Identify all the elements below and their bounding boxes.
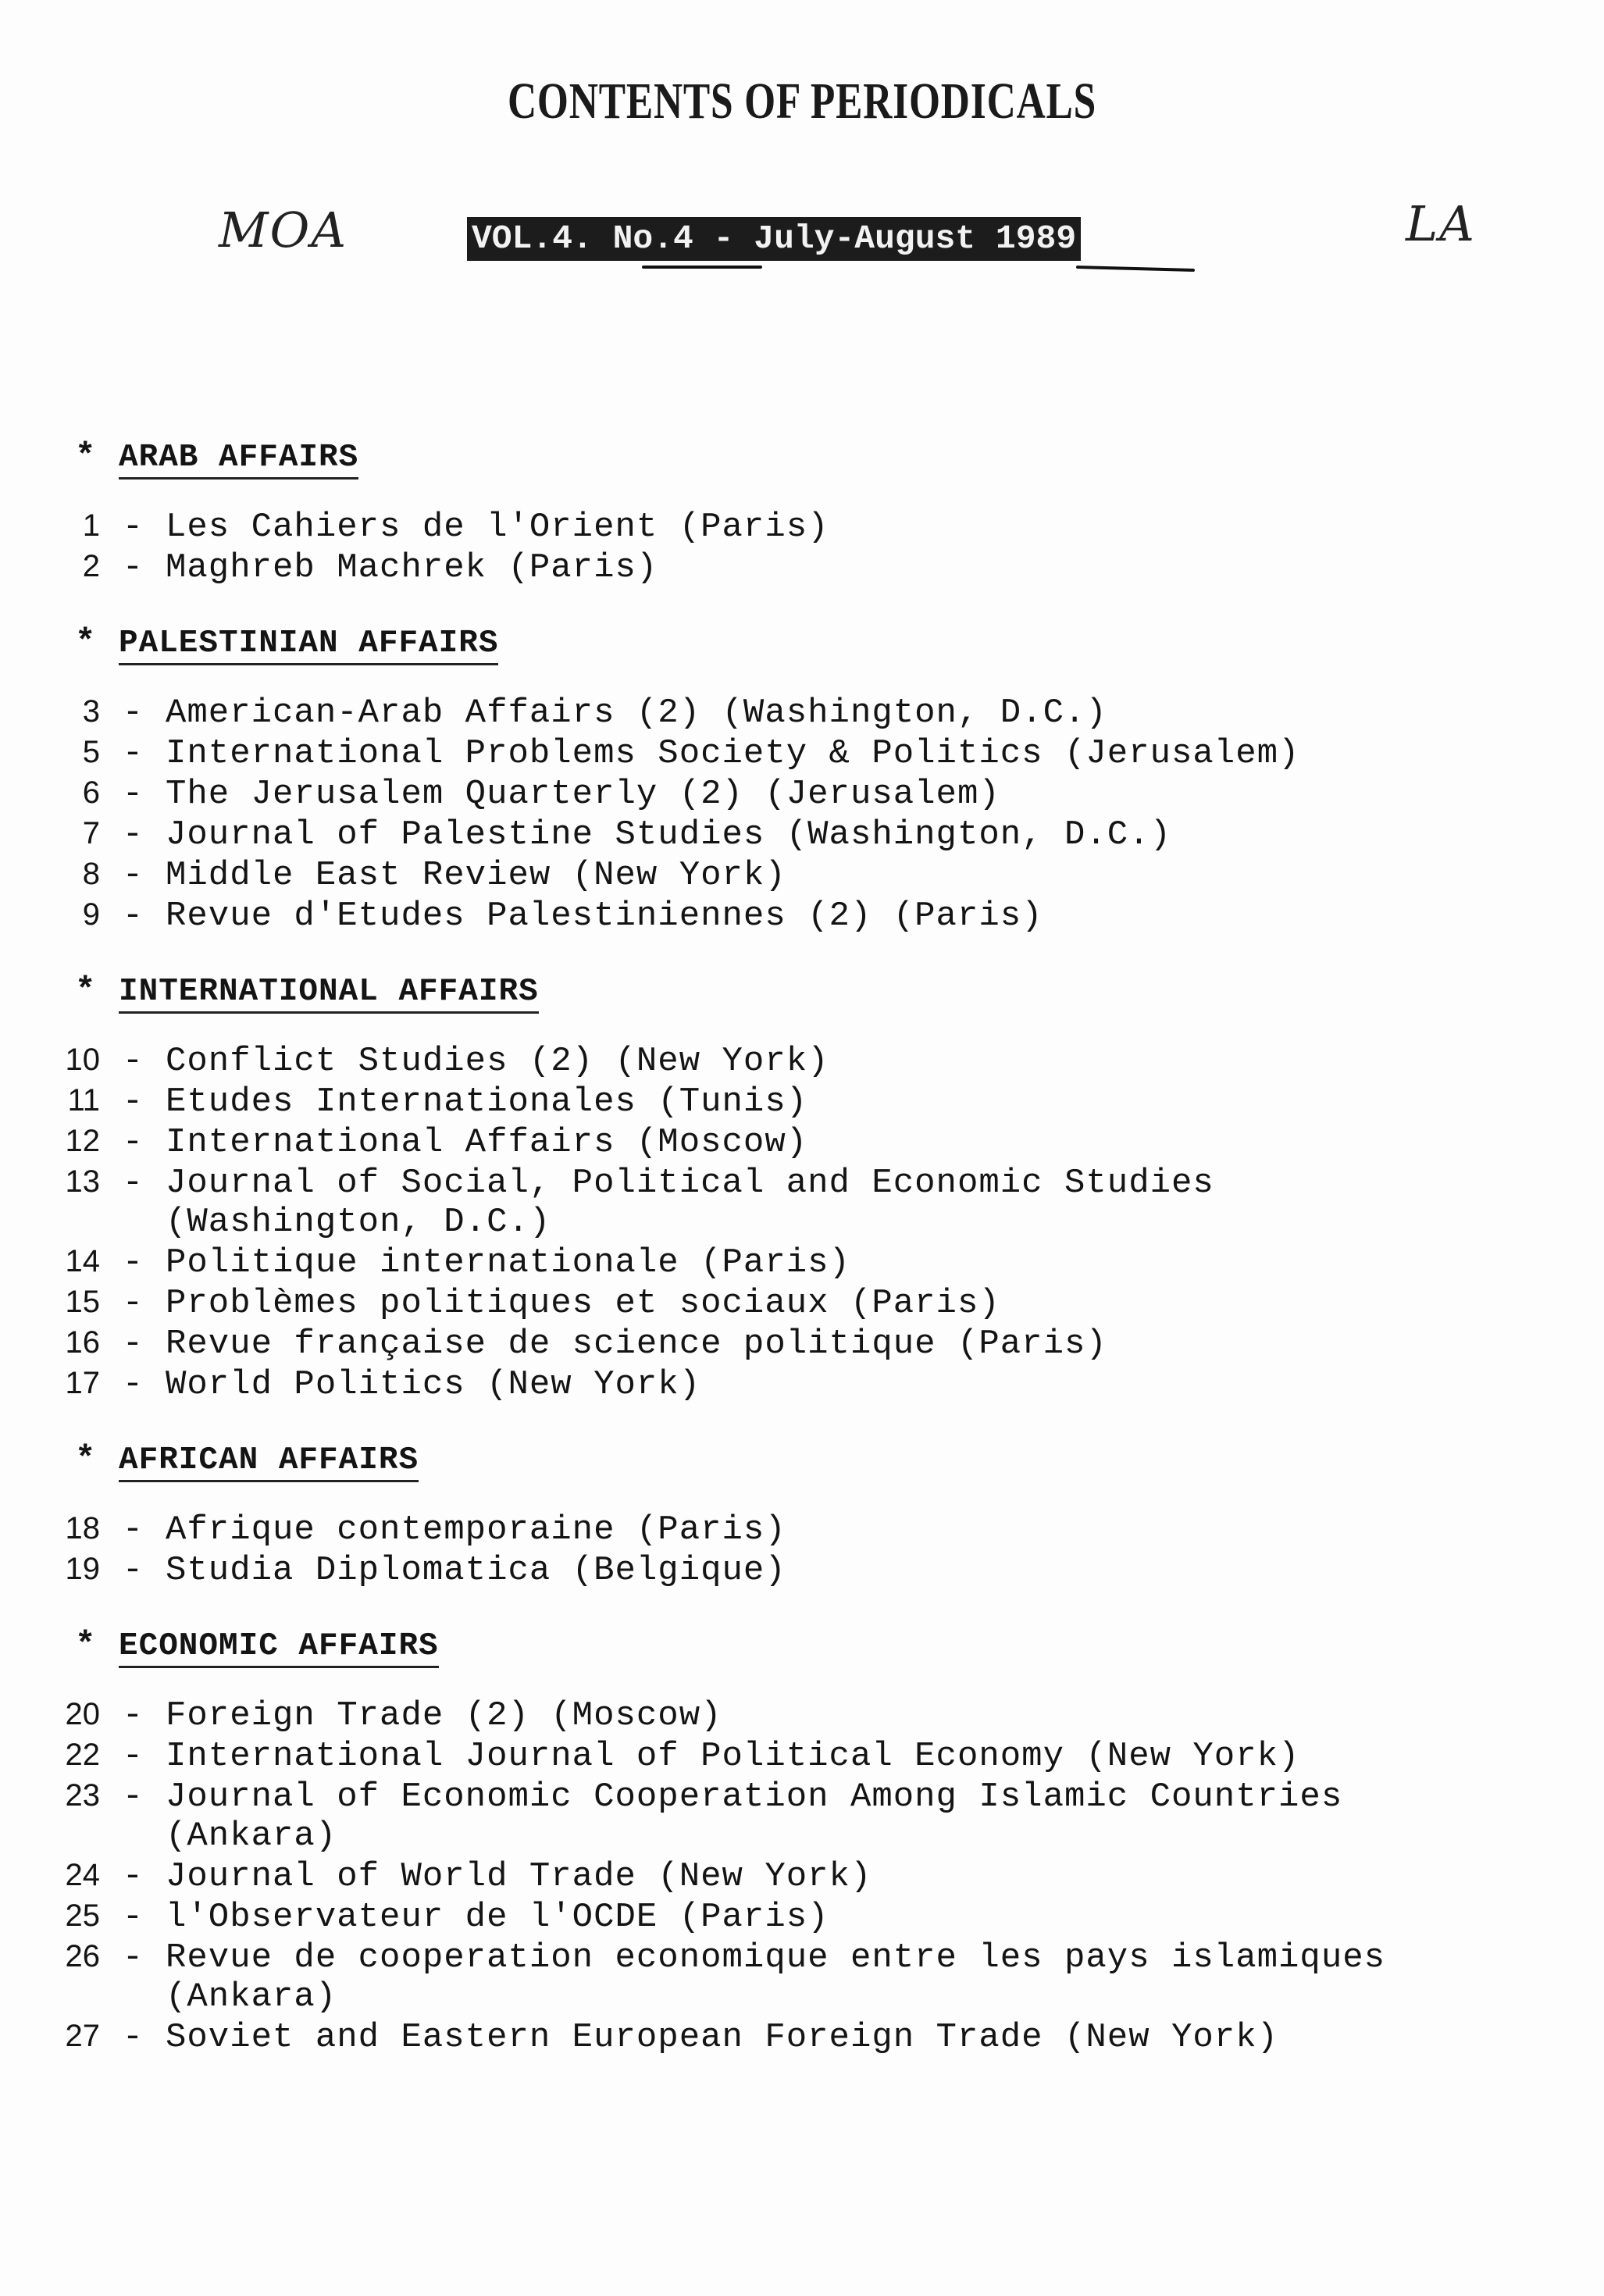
dash-separator: - [122,1365,144,1404]
section-heading: INTERNATIONAL AFFAIRS [119,974,539,1014]
item-number: 5 [82,735,100,769]
item-number: 11 [67,1083,100,1118]
list-item [55,1323,1570,1364]
pen-underline-number [642,266,762,269]
periodical-title: International Problems Society & Politics (Jerusalem) [166,734,1300,773]
item-number: 6 [82,775,100,810]
item-number: 23 [65,1778,100,1813]
item-number: 9 [82,897,100,932]
periodical-title: Politique internationale (Paris) [166,1243,850,1282]
periodical-title: Journal of Palestine Studies (Washington, D.C.) [166,815,1172,854]
item-number: 14 [65,1244,100,1278]
list-item [55,1549,1570,1590]
dash-separator: - [122,1938,144,1977]
dash-separator: - [122,856,144,895]
dash-separator: - [122,1042,144,1081]
dash-separator: - [122,1284,144,1323]
list-item [55,773,1570,814]
periodical-title: Problèmes politiques et sociaux (Paris) [166,1284,1000,1323]
list-item [55,1896,1570,1937]
item-number: 3 [82,694,100,729]
item-number: 25 [65,1898,100,1933]
list-item [55,1282,1570,1323]
list-item [55,1162,1570,1242]
item-number: 2 [82,549,100,583]
item-number: 18 [65,1511,100,1546]
list-item [55,1735,1570,1776]
list-item [55,506,1570,547]
periodical-title: Soviet and Eastern European Foreign Trade (New York) [166,2018,1279,2057]
section [55,1440,1570,1590]
dash-separator: - [122,1696,144,1735]
dash-separator: - [122,734,144,773]
section-spacer [55,1590,1570,1626]
list-item [55,1776,1570,1856]
list-item [55,1121,1570,1162]
item-number: 19 [65,1552,100,1586]
periodical-title: Etudes Internationales (Tunis) [166,1082,808,1121]
periodical-title: Revue de cooperation economique entre les pays islamiques (Ankara) [166,1938,1386,2016]
dash-separator: - [122,897,144,936]
handwritten-note-left: MOA [219,201,348,258]
dash-separator: - [122,815,144,854]
list-item [55,547,1570,587]
handwritten-note-right: LA [1406,195,1476,252]
item-number: 22 [65,1738,100,1772]
dash-separator: - [122,1123,144,1162]
section [55,437,1570,587]
list-item [55,1081,1570,1121]
dash-separator: - [122,1243,144,1282]
item-number: 7 [82,816,100,850]
dash-separator: - [122,1857,144,1896]
periodical-title: Journal of Social, Political and Economic Studies (Washington, D.C.) [166,1164,1214,1242]
dash-separator: - [122,1324,144,1364]
periodical-title: American-Arab Affairs (2) (Washington, D.C.) [166,693,1107,733]
section-header [55,972,1570,1015]
periodical-title: Middle East Review (New York) [166,856,786,895]
item-number: 1 [82,508,100,543]
section [55,1626,1570,2057]
item-number: 20 [65,1697,100,1731]
periodical-title: Afrique contemporaine (Paris) [166,1510,786,1549]
asterisk-bullet-icon: * [75,972,96,1011]
section-spacer [55,587,1570,623]
asterisk-bullet-icon: * [75,437,96,476]
section-header [55,1440,1570,1484]
dash-separator: - [122,2018,144,2057]
periodical-title: Conflict Studies (2) (New York) [166,1042,829,1081]
list-item [55,733,1570,773]
list-item [55,814,1570,854]
periodical-title: International Journal of Political Economy (New York) [166,1737,1300,1776]
periodical-title: Studia Diplomatica (Belgique) [166,1551,786,1590]
section-spacer [55,1404,1570,1440]
item-number: 8 [82,857,100,891]
item-number: 27 [65,2019,100,2053]
list-item [55,1040,1570,1081]
periodical-title: International Affairs (Moscow) [166,1123,808,1162]
item-number: 13 [65,1164,100,1199]
dash-separator: - [122,548,144,587]
section-heading: ARAB AFFAIRS [119,440,358,480]
dash-separator: - [122,508,144,547]
list-item [55,1695,1570,1735]
list-item [55,2016,1570,2057]
item-number: 15 [65,1285,100,1319]
periodical-title: The Jerusalem Quarterly (2) (Jerusalem) [166,775,1000,814]
section [55,972,1570,1404]
list-item [55,1509,1570,1549]
dash-separator: - [122,1510,144,1549]
list-item [55,1364,1570,1404]
section-heading: ECONOMIC AFFAIRS [119,1628,439,1668]
asterisk-bullet-icon: * [75,623,96,662]
periodical-title: Revue d'Etudes Palestiniennes (2) (Paris) [166,897,1043,936]
list-item [55,1937,1570,2016]
section-heading: PALESTINIAN AFFAIRS [119,626,498,665]
periodical-title: Foreign Trade (2) (Moscow) [166,1696,722,1735]
item-number: 12 [65,1124,100,1158]
section-header [55,1626,1570,1670]
dash-separator: - [122,1898,144,1937]
list-item [55,1242,1570,1282]
list-item [55,692,1570,733]
dash-separator: - [122,1082,144,1121]
pen-underline-year [1076,266,1195,272]
asterisk-bullet-icon: * [75,1440,96,1479]
asterisk-bullet-icon: * [75,1626,96,1665]
periodical-title: Revue française de science politique (Paris) [166,1324,1107,1364]
periodical-title: World Politics (New York) [166,1365,701,1404]
list-item [55,854,1570,895]
dash-separator: - [122,775,144,814]
item-number: 26 [65,1939,100,1973]
item-number: 17 [65,1366,100,1400]
page-title: CONTENTS OF PERIODICALS [507,73,1097,130]
dash-separator: - [122,1164,144,1203]
list-item [55,1856,1570,1896]
volume-banner: VOL.4. No.4 - July-August 1989 [467,217,1081,261]
section [55,623,1570,936]
item-number: 16 [65,1325,100,1360]
dash-separator: - [122,1777,144,1816]
item-number: 24 [65,1858,100,1892]
periodical-title: Journal of Economic Cooperation Among Islamic Countries (Ankara) [166,1777,1343,1856]
periodical-title: Les Cahiers de l'Orient (Paris) [166,508,829,547]
section-header [55,437,1570,481]
section-spacer [55,936,1570,972]
periodical-title: Maghreb Machrek (Paris) [166,548,658,587]
list-item [55,895,1570,936]
dash-separator: - [122,1737,144,1776]
dash-separator: - [122,693,144,733]
periodical-title: Journal of World Trade (New York) [166,1857,872,1896]
dash-separator: - [122,1551,144,1590]
contents-list [55,437,1570,2057]
item-number: 10 [65,1043,100,1077]
section-header [55,623,1570,667]
periodical-title: l'Observateur de l'OCDE (Paris) [166,1898,829,1937]
section-heading: AFRICAN AFFAIRS [119,1442,419,1482]
